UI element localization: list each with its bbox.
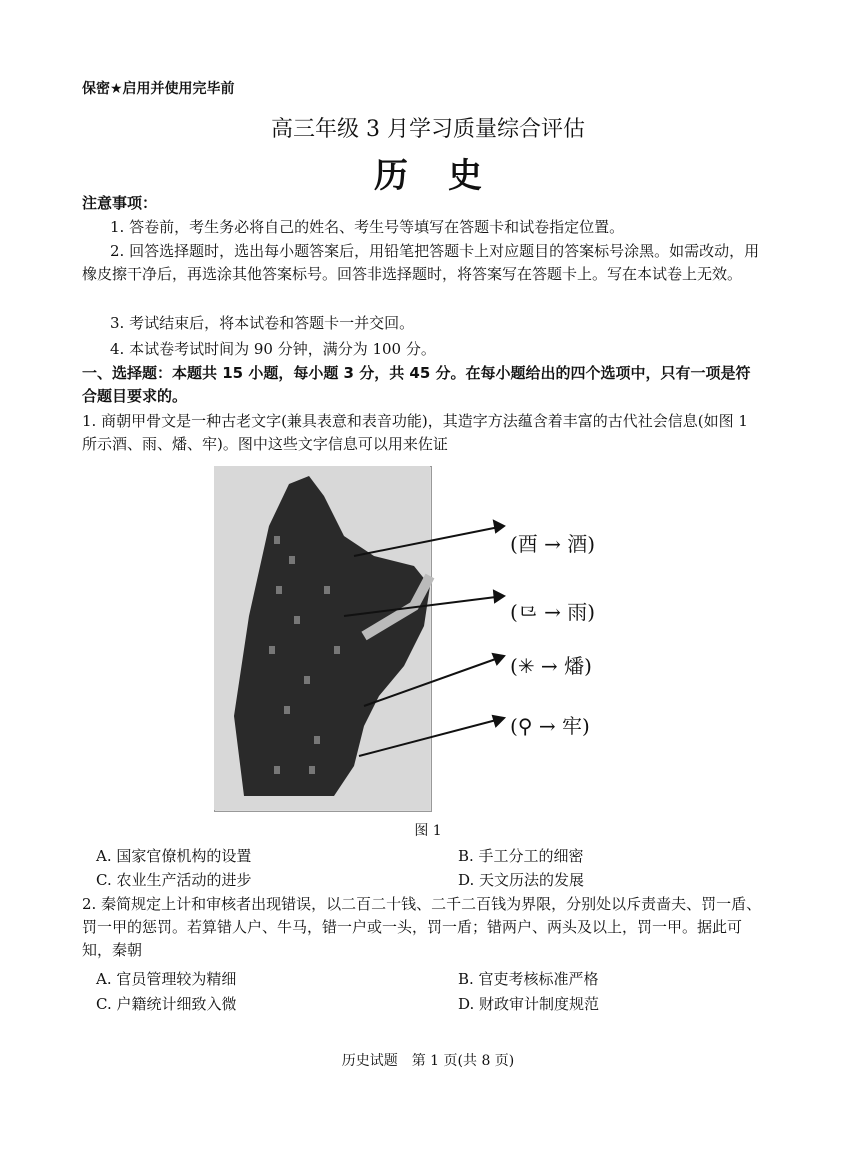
q2-option-b: B. 官吏考核标准严格	[458, 970, 599, 988]
oracle-glyph-icon: 酉	[517, 532, 538, 556]
glyph-fan: (✳ → 燔)	[510, 654, 592, 678]
q1-option-c: C. 农业生产活动的进步	[96, 871, 252, 889]
q1-option-a: A. 国家官僚机构的设置	[96, 847, 252, 865]
glyph-jiu: (酉 → 酒)	[510, 532, 596, 556]
question-1-stem: 1. 商朝甲骨文是一种古老文字(兼具表意和表音功能)，其造字方法蕴含着丰富的古代社会信息(如图 1 所示酒、雨、燔、牢)。图中这些文字信息可以用来佐证	[82, 412, 748, 453]
question-2-stem: 2. 秦简规定上计和审核者出现错误，以二百二十钱、二千二百钱为界限，分别处以斥责啬夫、罚一盾、罚一甲的惩罚。若算错人户、牛马，错一户或一头，罚一盾；错两户、两头及以上，罚一甲。据此可知，秦朝	[82, 895, 762, 959]
oracle-bone-figure	[214, 466, 634, 816]
notice-item-3: 3. 考试结束后，将本试卷和答题卡一并交回。	[110, 314, 415, 332]
notice-item-4: 4. 本试卷考试时间为 90 分钟，满分为 100 分。	[110, 340, 436, 358]
glyph-yu: (⺋ → 雨)	[510, 600, 596, 624]
q2-option-a: A. 官员管理较为精细	[96, 970, 237, 988]
notice-heading: 注意事项：	[82, 194, 158, 212]
page-footer: 历史试题 第 1 页(共 8 页)	[341, 1053, 515, 1069]
glyph-lao: (⚲ → 牢)	[510, 714, 590, 738]
q2-option-d: D. 财政审计制度规范	[458, 995, 600, 1013]
oracle-glyph-icon: ✳	[517, 654, 535, 678]
notice-item-1: 1. 答卷前，考生务必将自己的姓名、考生号等填写在答题卡和试卷指定位置。	[110, 218, 625, 236]
subject-title: 历史	[374, 156, 522, 196]
oracle-glyph-icon: ⺋	[517, 600, 538, 624]
q1-option-d: D. 天文历法的发展	[458, 871, 585, 889]
confidential-mark: 保密★启用并使用完毕前	[82, 81, 235, 97]
notice-item-2: 2. 回答选择题时，选出每小题答案后，用铅笔把答题卡上对应题目的答案标号涂黑。如需改动，用橡皮擦干净后，再选涂其他答案标号。回答非选择题时，将答案写在答题卡上。写在本试卷上无效。	[82, 242, 760, 283]
figure-caption: 图 1	[414, 823, 442, 839]
exam-title: 高三年级 3 月学习质量综合评估	[271, 117, 585, 142]
q1-option-b: B. 手工分工的细密	[458, 847, 584, 865]
section-1-title: 一、选择题：本题共 15 小题，每小题 3 分，共 45 分。在每小题给出的四个选项中，只有一项是符合题目要求的。	[82, 364, 751, 405]
q2-option-c: C. 户籍统计细致入微	[96, 995, 237, 1013]
oracle-glyph-icon: ⚲	[517, 714, 533, 738]
